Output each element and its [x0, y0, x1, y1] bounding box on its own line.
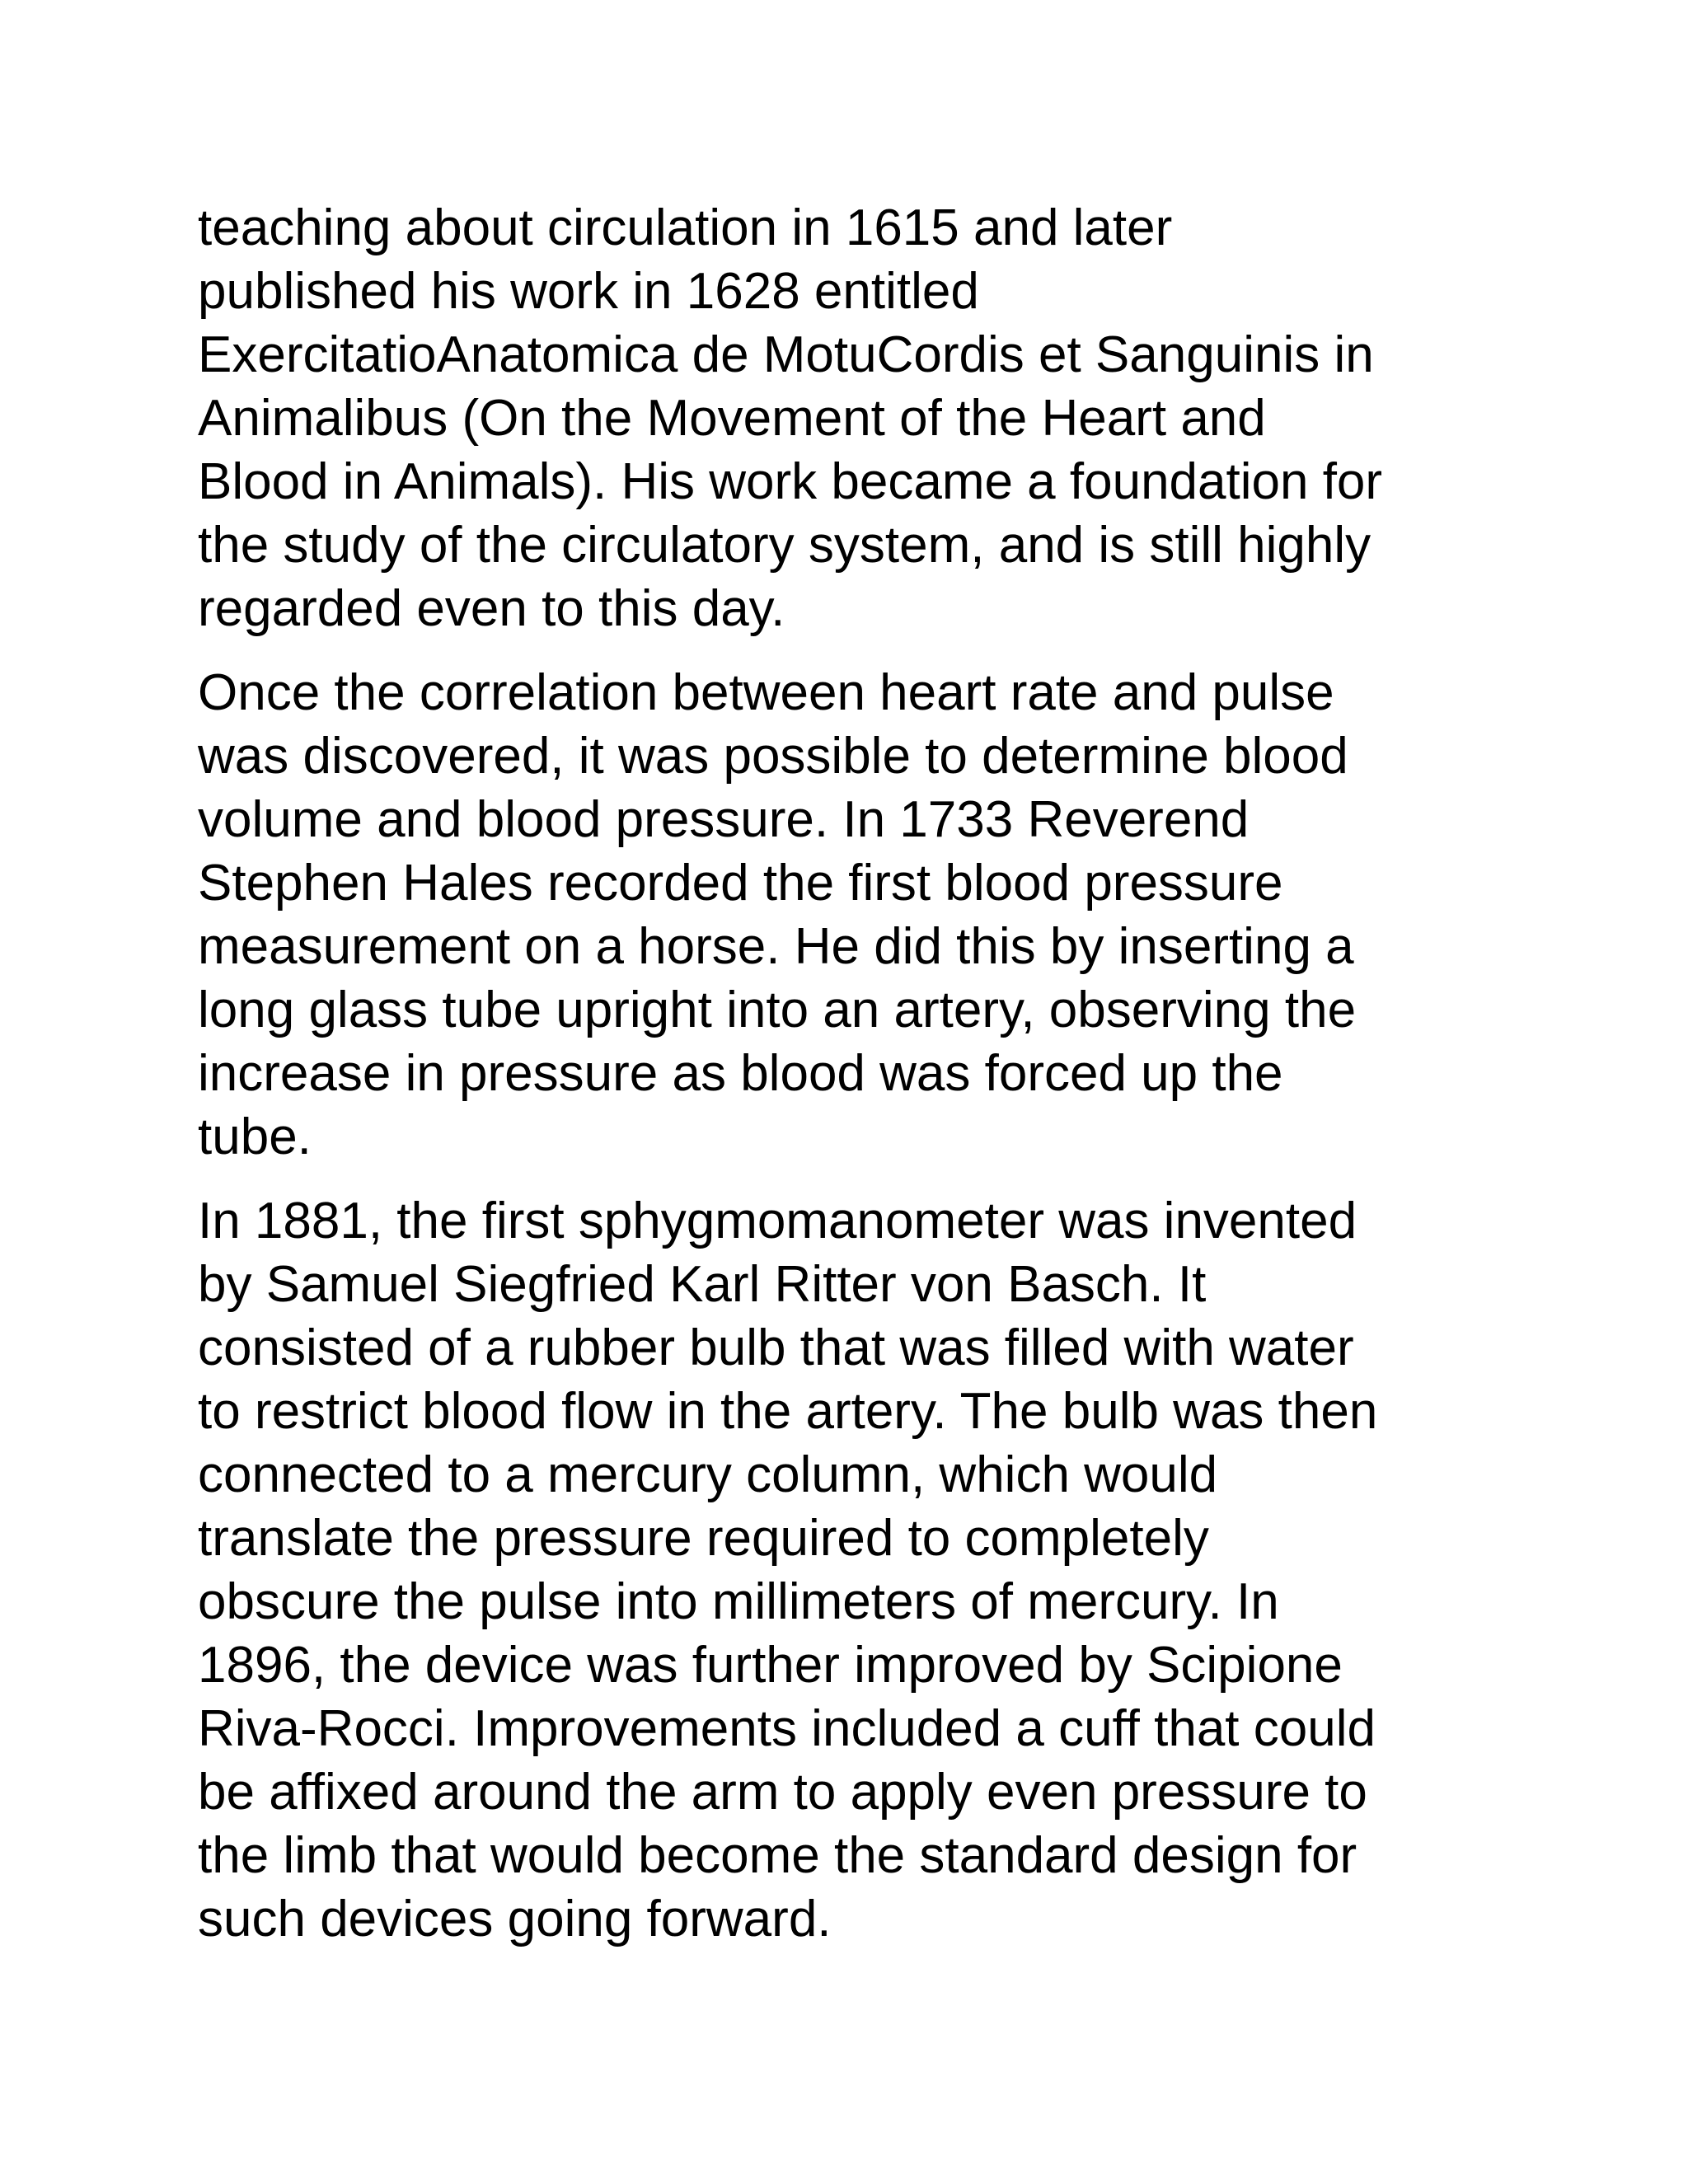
- text-line: Blood in Animals). His work became a foundation for: [198, 453, 1383, 510]
- text-line: regarded even to this day.: [198, 580, 785, 637]
- text-line: obscure the pulse into millimeters of mercury. In: [198, 1573, 1279, 1630]
- text-line: ExercitatioAnatomica de MotuCordis et Sanguinis in: [198, 326, 1374, 383]
- text-line: In 1881, the first sphygmomanometer was invented: [198, 1193, 1357, 1249]
- text-line: Once the correlation between heart rate and pulse: [198, 664, 1334, 721]
- paragraph-circulation-history: [198, 196, 1517, 640]
- text-line: published his work in 1628 entitled: [198, 263, 979, 320]
- text-line: teaching about circulation in 1615 and later: [198, 199, 1173, 256]
- text-line: was discovered, it was possible to determine blood: [198, 728, 1348, 785]
- text-line: Stephen Hales recorded the first blood pressure: [198, 855, 1283, 912]
- text-line: Riva-Rocci. Improvements included a cuff that could: [198, 1700, 1376, 1757]
- text-line: measurement on a horse. He did this by inserting a: [198, 918, 1354, 975]
- text-line: be affixed around the arm to apply even pressure to: [198, 1764, 1367, 1821]
- text-line: translate the pressure required to completely: [198, 1510, 1209, 1567]
- text-line: volume and blood pressure. In 1733 Reverend: [198, 791, 1250, 848]
- paragraph-sphygmomanometer: [198, 1189, 1517, 1951]
- text-line: Animalibus (On the Movement of the Heart and: [198, 390, 1266, 447]
- text-line: tube.: [198, 1108, 312, 1165]
- text-line: long glass tube upright into an artery, observing the: [198, 982, 1357, 1038]
- text-line: by Samuel Siegfried Karl Ritter von Basch. It: [198, 1256, 1207, 1313]
- text-line: consisted of a rubber bulb that was filled with water: [198, 1319, 1354, 1376]
- paragraph-blood-pressure-discovery: [198, 661, 1517, 1169]
- text-line: the limb that would become the standard design for: [198, 1827, 1357, 1884]
- text-line: increase in pressure as blood was forced up the: [198, 1045, 1283, 1102]
- text-line: such devices going forward.: [198, 1891, 832, 1947]
- text-line: to restrict blood flow in the artery. The bulb was then: [198, 1383, 1378, 1440]
- text-line: connected to a mercury column, which would: [198, 1446, 1218, 1503]
- body-text: [198, 196, 1517, 1971]
- text-line: 1896, the device was further improved by Scipione: [198, 1637, 1343, 1694]
- text-line: the study of the circulatory system, and is still highly: [198, 517, 1372, 574]
